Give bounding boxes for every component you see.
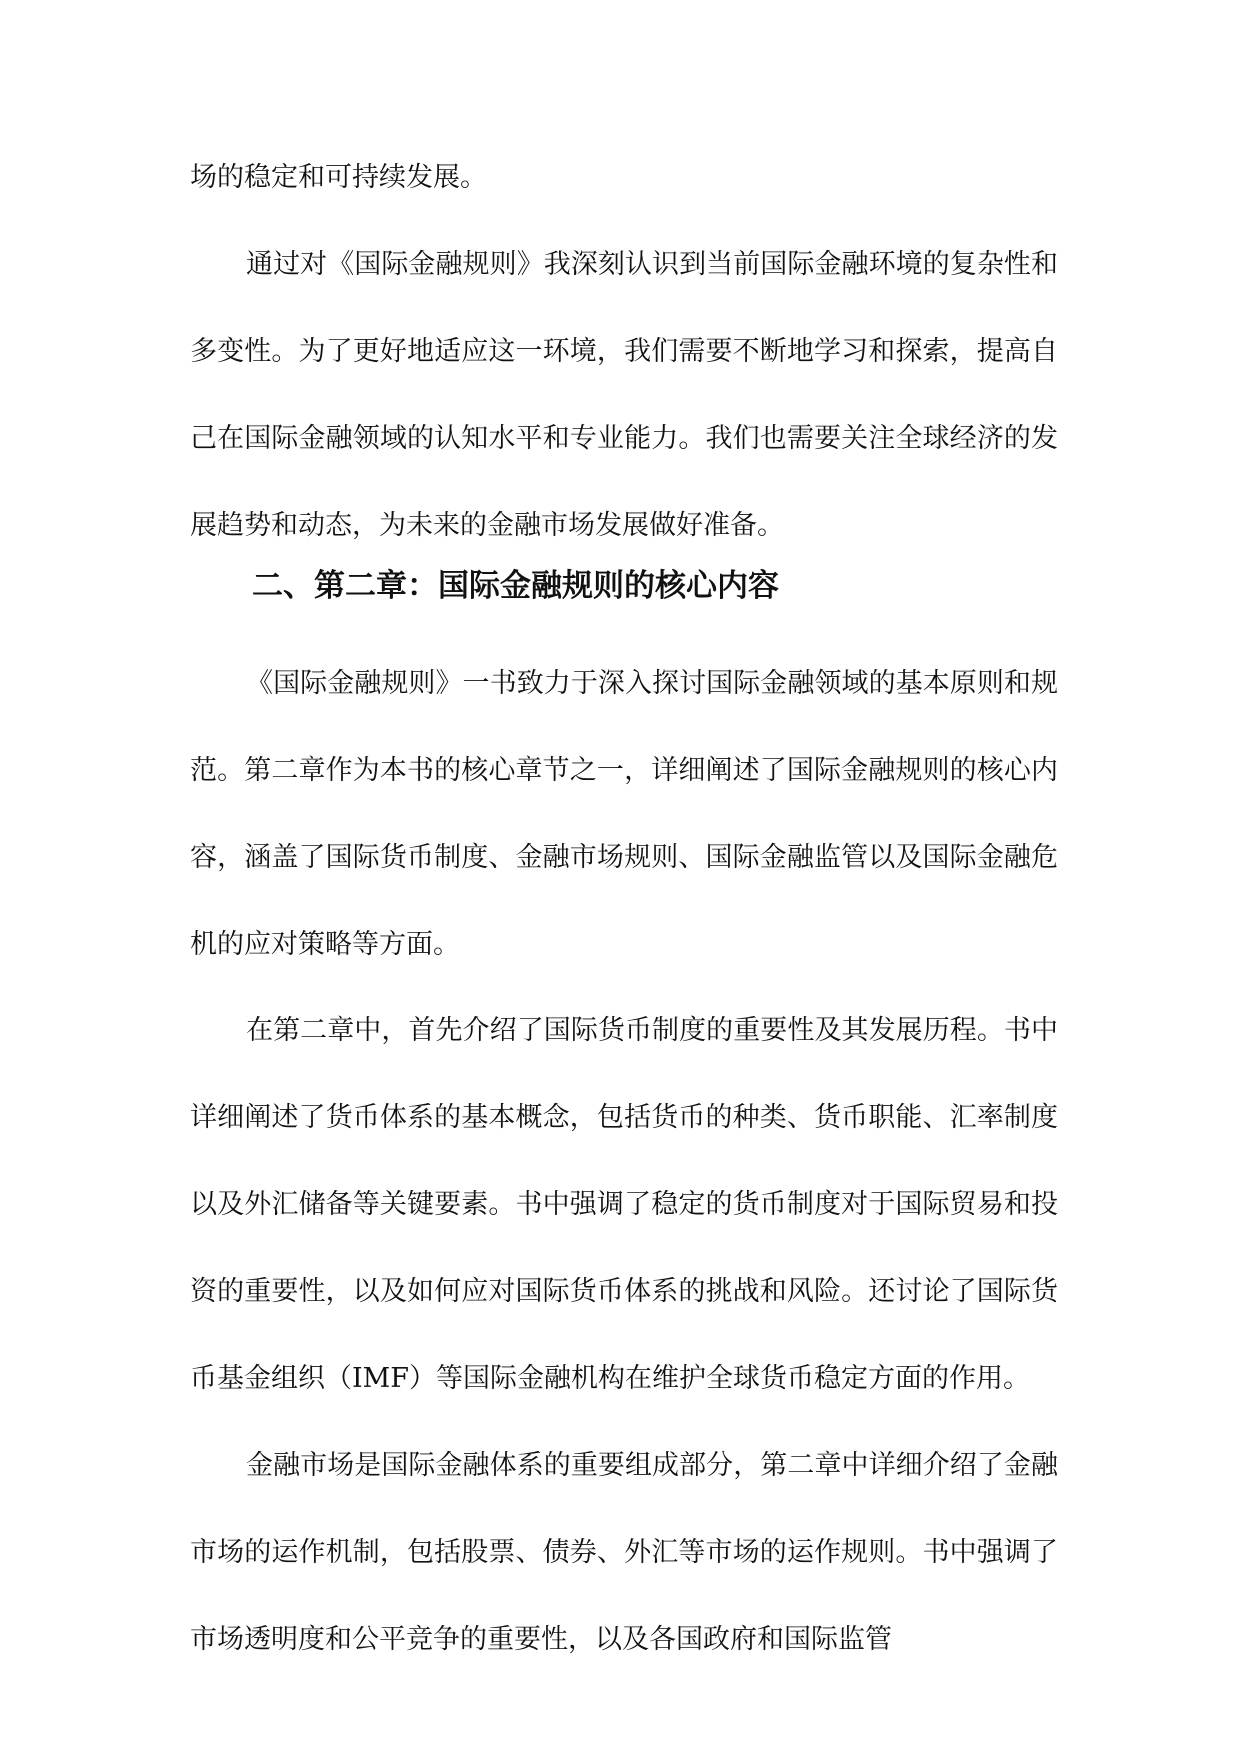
- paragraph-continuation: 场的稳定和可持续发展。: [190, 162, 487, 193]
- paragraph-financial-markets: 金融市场是国际金融体系的重要组成部分，第二章中详细介绍了金融市场的运作机制，包括股票、债券、外汇等市场的运作规则。书中强调了市场透明度和公平竞争的重要性，以及各国政府和国际监管: [190, 1450, 1058, 1655]
- paragraph-chapter-intro: 《国际金融规则》一书致力于深入探讨国际金融领域的基本原则和规范。第二章作为本书的核心章节之一，详细阐述了国际金融规则的核心内容，涵盖了国际货币制度、金融市场规则、国际金融监管以及国际金融危机的应对策略等方面。: [190, 668, 1058, 960]
- chapter-heading: 二、第二章：国际金融规则的核心内容: [252, 568, 779, 604]
- paragraph-reflection: 通过对《国际金融规则》我深刻认识到当前国际金融环境的复杂性和多变性。为了更好地适应这一环境，我们需要不断地学习和探索，提高自己在国际金融领域的认知水平和专业能力。我们也需要关注全球经济的发展趋势和动态，为未来的金融市场发展做好准备。: [190, 249, 1058, 541]
- paragraph-monetary-system: 在第二章中，首先介绍了国际货币制度的重要性及其发展历程。书中详细阐述了货币体系的基本概念，包括货币的种类、货币职能、汇率制度以及外汇储备等关键要素。书中强调了稳定的货币制度对于国际贸易和投资的重要性，以及如何应对国际货币体系的挑战和风险。还讨论了国际货币基金组织（IMF）等国际金融机构在维护全球货币稳定方面的作用。: [190, 1015, 1058, 1394]
